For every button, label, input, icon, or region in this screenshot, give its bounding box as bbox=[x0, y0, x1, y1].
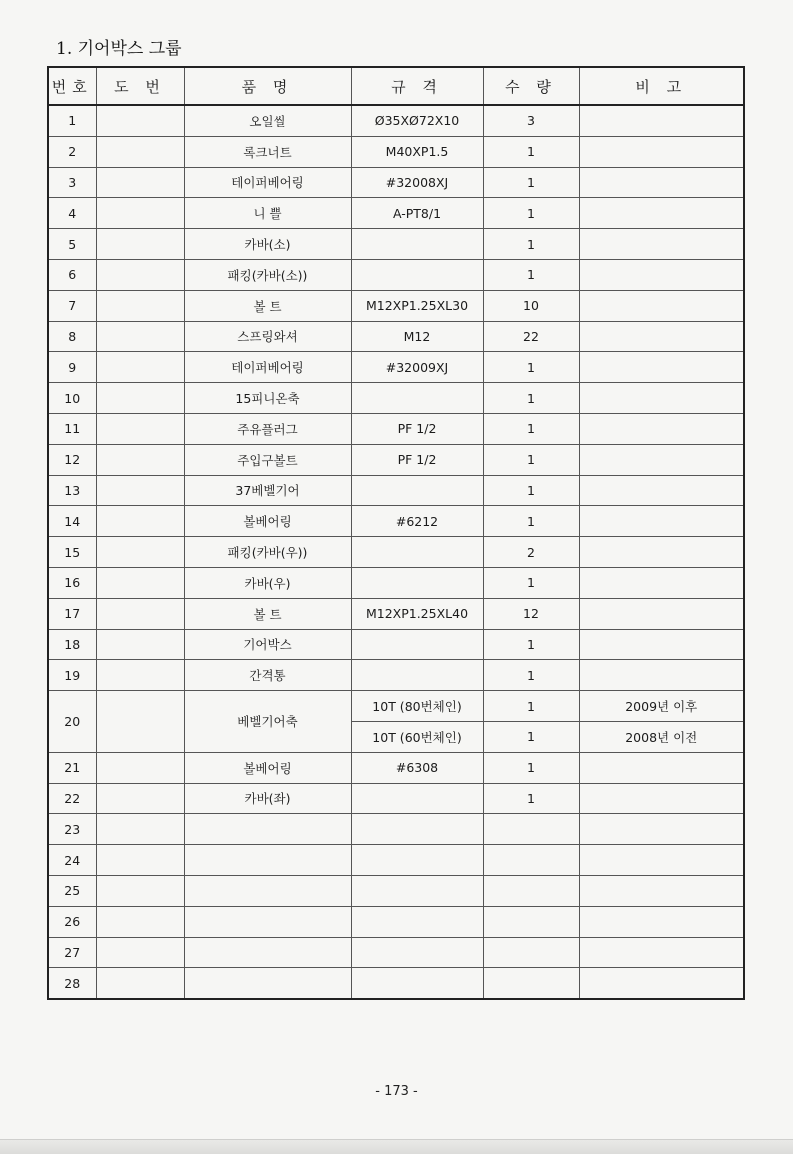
cell-quantity: 1 bbox=[483, 506, 579, 537]
cell-quantity: 12 bbox=[483, 598, 579, 629]
table-row bbox=[48, 814, 744, 845]
cell-spec bbox=[351, 906, 483, 937]
cell-note bbox=[579, 383, 744, 414]
cell-note bbox=[579, 814, 744, 845]
cell-item-name: 볼 트 bbox=[184, 598, 351, 629]
table-row bbox=[48, 629, 744, 660]
cell-drawing bbox=[96, 968, 184, 999]
cell-number: 17 bbox=[48, 598, 96, 629]
table-row bbox=[48, 383, 744, 414]
cell-quantity: 1 bbox=[483, 198, 579, 229]
cell-item-name: 15피니온축 bbox=[184, 383, 351, 414]
cell-spec bbox=[351, 537, 483, 568]
table-row bbox=[48, 290, 744, 321]
cell-quantity: 10 bbox=[483, 290, 579, 321]
cell-spec: Ø35XØ72X10 bbox=[351, 105, 483, 136]
cell-item-name: 볼베어링 bbox=[184, 752, 351, 783]
cell-note bbox=[579, 475, 744, 506]
cell-drawing bbox=[96, 167, 184, 198]
cell-number: 21 bbox=[48, 752, 96, 783]
cell-item-name bbox=[184, 875, 351, 906]
cell-number: 26 bbox=[48, 906, 96, 937]
table-row bbox=[48, 598, 744, 629]
cell-drawing bbox=[96, 660, 184, 691]
cell-quantity: 1 bbox=[483, 259, 579, 290]
cell-quantity: 22 bbox=[483, 321, 579, 352]
cell-item-name: 주입구볼트 bbox=[184, 444, 351, 475]
cell-quantity: 1 bbox=[483, 352, 579, 383]
header-note: 비 고 bbox=[579, 67, 744, 105]
cell-note bbox=[579, 352, 744, 383]
cell-spec: A-PT8/1 bbox=[351, 198, 483, 229]
cell-spec: M12XP1.25XL40 bbox=[351, 598, 483, 629]
cell-item-name: 카바(우) bbox=[184, 567, 351, 598]
cell-drawing bbox=[96, 752, 184, 783]
cell-spec: 10T (60번체인) bbox=[351, 721, 483, 752]
header-spec: 규 격 bbox=[351, 67, 483, 105]
cell-note bbox=[579, 598, 744, 629]
cell-drawing bbox=[96, 875, 184, 906]
cell-number: 18 bbox=[48, 629, 96, 660]
cell-note bbox=[579, 136, 744, 167]
cell-note bbox=[579, 783, 744, 814]
cell-item-name: 오일씰 bbox=[184, 105, 351, 136]
cell-number: 22 bbox=[48, 783, 96, 814]
cell-drawing bbox=[96, 105, 184, 136]
cell-item-name: 스프링와셔 bbox=[184, 321, 351, 352]
cell-drawing bbox=[96, 259, 184, 290]
cell-number: 20 bbox=[48, 691, 96, 753]
table-row bbox=[48, 937, 744, 968]
cell-quantity: 1 bbox=[483, 413, 579, 444]
cell-item-name bbox=[184, 845, 351, 876]
cell-drawing bbox=[96, 814, 184, 845]
table-row bbox=[48, 752, 744, 783]
cell-drawing bbox=[96, 598, 184, 629]
cell-drawing bbox=[96, 444, 184, 475]
cell-note bbox=[579, 321, 744, 352]
cell-item-name: 볼베어링 bbox=[184, 506, 351, 537]
cell-spec bbox=[351, 475, 483, 506]
cell-note bbox=[579, 629, 744, 660]
cell-number: 16 bbox=[48, 567, 96, 598]
cell-number: 3 bbox=[48, 167, 96, 198]
cell-note: 2008년 이전 bbox=[579, 721, 744, 752]
table-row bbox=[48, 136, 744, 167]
cell-item-name: 패킹(카바(소)) bbox=[184, 259, 351, 290]
cell-quantity bbox=[483, 845, 579, 876]
cell-number: 10 bbox=[48, 383, 96, 414]
cell-spec bbox=[351, 875, 483, 906]
table-row bbox=[48, 506, 744, 537]
cell-number: 2 bbox=[48, 136, 96, 167]
cell-note bbox=[579, 167, 744, 198]
cell-quantity: 1 bbox=[483, 167, 579, 198]
cell-spec: 10T (80번체인) bbox=[351, 691, 483, 722]
cell-note bbox=[579, 290, 744, 321]
cell-quantity: 1 bbox=[483, 660, 579, 691]
table-row bbox=[48, 475, 744, 506]
cell-number: 23 bbox=[48, 814, 96, 845]
table-header-row bbox=[48, 67, 744, 105]
cell-number: 27 bbox=[48, 937, 96, 968]
cell-number: 28 bbox=[48, 968, 96, 999]
header-item-name: 품 명 bbox=[184, 67, 351, 105]
cell-note bbox=[579, 229, 744, 260]
cell-drawing bbox=[96, 845, 184, 876]
cell-item-name bbox=[184, 937, 351, 968]
cell-drawing bbox=[96, 629, 184, 660]
cell-note bbox=[579, 537, 744, 568]
header-number: 번호 bbox=[48, 67, 96, 105]
cell-note bbox=[579, 845, 744, 876]
table-row bbox=[48, 198, 744, 229]
cell-drawing bbox=[96, 352, 184, 383]
cell-drawing bbox=[96, 506, 184, 537]
table-row bbox=[48, 691, 744, 722]
cell-drawing bbox=[96, 537, 184, 568]
cell-quantity: 1 bbox=[483, 229, 579, 260]
cell-item-name: 베벨기어축 bbox=[184, 691, 351, 753]
cell-item-name bbox=[184, 814, 351, 845]
cell-note bbox=[579, 259, 744, 290]
cell-number: 14 bbox=[48, 506, 96, 537]
cell-note bbox=[579, 660, 744, 691]
cell-drawing bbox=[96, 783, 184, 814]
cell-quantity: 1 bbox=[483, 567, 579, 598]
header-drawing: 도 번 bbox=[96, 67, 184, 105]
cell-spec bbox=[351, 229, 483, 260]
cell-number: 1 bbox=[48, 105, 96, 136]
cell-spec: M40XP1.5 bbox=[351, 136, 483, 167]
cell-number: 12 bbox=[48, 444, 96, 475]
cell-number: 9 bbox=[48, 352, 96, 383]
table-row bbox=[48, 567, 744, 598]
table-row bbox=[48, 105, 744, 136]
cell-spec bbox=[351, 629, 483, 660]
cell-spec bbox=[351, 567, 483, 598]
cell-number: 19 bbox=[48, 660, 96, 691]
cell-drawing bbox=[96, 198, 184, 229]
cell-number: 7 bbox=[48, 290, 96, 321]
cell-quantity: 1 bbox=[483, 444, 579, 475]
cell-quantity: 1 bbox=[483, 383, 579, 414]
table-row bbox=[48, 783, 744, 814]
cell-number: 13 bbox=[48, 475, 96, 506]
cell-item-name: 37베벨기어 bbox=[184, 475, 351, 506]
cell-item-name: 록크너트 bbox=[184, 136, 351, 167]
cell-drawing bbox=[96, 937, 184, 968]
cell-number: 5 bbox=[48, 229, 96, 260]
cell-note bbox=[579, 413, 744, 444]
cell-spec: #32009XJ bbox=[351, 352, 483, 383]
header-quantity: 수 량 bbox=[483, 67, 579, 105]
cell-note bbox=[579, 567, 744, 598]
table-row bbox=[48, 537, 744, 568]
cell-drawing bbox=[96, 691, 184, 753]
cell-spec: #6212 bbox=[351, 506, 483, 537]
cell-drawing bbox=[96, 136, 184, 167]
cell-quantity: 1 bbox=[483, 721, 579, 752]
table-row bbox=[48, 968, 744, 999]
cell-number: 4 bbox=[48, 198, 96, 229]
cell-item-name: 패킹(카바(우)) bbox=[184, 537, 351, 568]
cell-drawing bbox=[96, 321, 184, 352]
cell-quantity: 1 bbox=[483, 136, 579, 167]
cell-number: 6 bbox=[48, 259, 96, 290]
cell-number: 25 bbox=[48, 875, 96, 906]
cell-item-name: 테이퍼베어링 bbox=[184, 352, 351, 383]
parts-table bbox=[47, 66, 745, 1000]
table-row bbox=[48, 321, 744, 352]
cell-item-name: 기어박스 bbox=[184, 629, 351, 660]
table-row bbox=[48, 660, 744, 691]
cell-quantity: 1 bbox=[483, 475, 579, 506]
cell-spec bbox=[351, 968, 483, 999]
cell-drawing bbox=[96, 567, 184, 598]
table-row bbox=[48, 352, 744, 383]
table-row bbox=[48, 444, 744, 475]
cell-drawing bbox=[96, 229, 184, 260]
cell-quantity: 1 bbox=[483, 691, 579, 722]
cell-spec: M12 bbox=[351, 321, 483, 352]
cell-drawing bbox=[96, 475, 184, 506]
cell-quantity bbox=[483, 937, 579, 968]
cell-spec: PF 1/2 bbox=[351, 413, 483, 444]
cell-spec bbox=[351, 814, 483, 845]
cell-note bbox=[579, 198, 744, 229]
cell-note bbox=[579, 937, 744, 968]
cell-note bbox=[579, 752, 744, 783]
cell-drawing bbox=[96, 383, 184, 414]
cell-quantity bbox=[483, 814, 579, 845]
page-title: 1. 기어박스 그룹 bbox=[56, 39, 182, 59]
cell-note: 2009년 이후 bbox=[579, 691, 744, 722]
cell-item-name: 볼 트 bbox=[184, 290, 351, 321]
cell-spec: #32008XJ bbox=[351, 167, 483, 198]
cell-note bbox=[579, 968, 744, 999]
cell-quantity: 1 bbox=[483, 783, 579, 814]
cell-number: 8 bbox=[48, 321, 96, 352]
page-number: - 173 - bbox=[375, 1084, 418, 1099]
cell-quantity: 1 bbox=[483, 629, 579, 660]
table-row bbox=[48, 167, 744, 198]
cell-note bbox=[579, 506, 744, 537]
table-body bbox=[48, 105, 744, 999]
table-row bbox=[48, 259, 744, 290]
cell-note bbox=[579, 906, 744, 937]
table-row bbox=[48, 413, 744, 444]
cell-spec bbox=[351, 660, 483, 691]
cell-item-name: 카바(좌) bbox=[184, 783, 351, 814]
cell-quantity bbox=[483, 968, 579, 999]
cell-spec bbox=[351, 783, 483, 814]
cell-note bbox=[579, 875, 744, 906]
cell-spec bbox=[351, 259, 483, 290]
cell-number: 11 bbox=[48, 413, 96, 444]
cell-item-name bbox=[184, 968, 351, 999]
cell-drawing bbox=[96, 413, 184, 444]
cell-quantity bbox=[483, 875, 579, 906]
cell-quantity bbox=[483, 906, 579, 937]
cell-spec bbox=[351, 845, 483, 876]
cell-quantity: 2 bbox=[483, 537, 579, 568]
cell-item-name bbox=[184, 906, 351, 937]
cell-note bbox=[579, 444, 744, 475]
cell-spec bbox=[351, 383, 483, 414]
table-row bbox=[48, 906, 744, 937]
cell-number: 15 bbox=[48, 537, 96, 568]
table-row bbox=[48, 845, 744, 876]
cell-drawing bbox=[96, 290, 184, 321]
cell-quantity: 3 bbox=[483, 105, 579, 136]
cell-spec bbox=[351, 937, 483, 968]
cell-item-name: 니 쁠 bbox=[184, 198, 351, 229]
cell-note bbox=[579, 105, 744, 136]
cell-quantity: 1 bbox=[483, 752, 579, 783]
cell-spec: M12XP1.25XL30 bbox=[351, 290, 483, 321]
cell-item-name: 카바(소) bbox=[184, 229, 351, 260]
cell-item-name: 테이퍼베어링 bbox=[184, 167, 351, 198]
table-row bbox=[48, 875, 744, 906]
cell-drawing bbox=[96, 906, 184, 937]
cell-spec: #6308 bbox=[351, 752, 483, 783]
cell-number: 24 bbox=[48, 845, 96, 876]
table-row bbox=[48, 229, 744, 260]
cell-item-name: 주유플러그 bbox=[184, 413, 351, 444]
cell-spec: PF 1/2 bbox=[351, 444, 483, 475]
scan-edge bbox=[0, 1139, 793, 1154]
cell-item-name: 간격통 bbox=[184, 660, 351, 691]
